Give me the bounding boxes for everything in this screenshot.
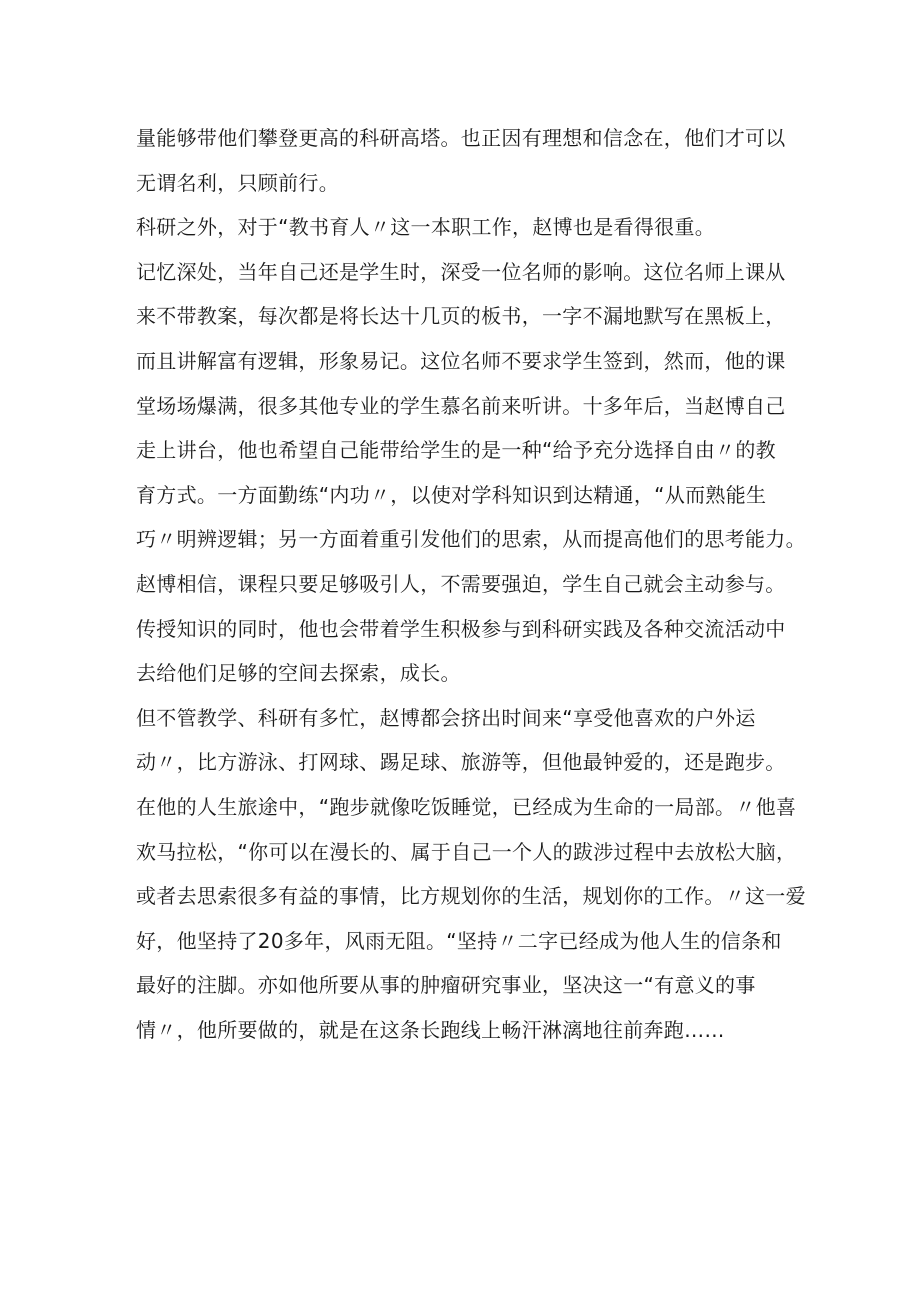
text-line: 巧〃明辨逻辑；另一方面着重引发他们的思索，从而提高他们的思考能力。: [136, 527, 806, 552]
text-line: 科研之外，对于“教书育人〃这一本职工作，赵博也是看得很重。: [136, 215, 716, 240]
text-line: 堂场场爆满，很多其他专业的学生慕名前来听讲。十多年后，当赵博自己: [136, 393, 786, 418]
text-line: 走上讲台，他也希望自己能带给学生的是一种“给予充分选择自由〃的教: [136, 438, 776, 463]
body-text: [136, 116, 806, 1052]
text-line: 赵博相信，课程只要足够吸引人，不需要强迫，学生自己就会主动参与。: [136, 571, 786, 596]
text-line: 或者去思索很多有益的事情，比方规划你的生活，规划你的工作。〃这一爱: [136, 884, 806, 909]
text-line: 好，他坚持了20多年，风雨无阻。“坚持〃二字已经成为他人生的信条和: [136, 928, 782, 953]
text-line: 记忆深处，当年自己还是学生时，深受一位名师的影响。这位名师上课从: [136, 259, 786, 284]
text-line: 而且讲解富有逻辑，形象易记。这位名师不要求学生签到，然而，他的课: [136, 348, 786, 373]
text-line: 育方式。一方面勤练“内功〃，以使对学科知识到达精通，“从而熟能生: [136, 482, 767, 507]
text-line: 但不管教学、科研有多忙，赵博都会挤出时间来“享受他喜欢的户外运: [136, 705, 756, 730]
text-line: 情〃，他所要做的，就是在这条长跑线上畅汗淋漓地往前奔跑……: [136, 1017, 725, 1042]
text-line: 动〃，比方游泳、打网球、踢足球、旅游等，但他最钟爱的，还是跑步。: [136, 750, 786, 775]
text-line: 欢马拉松，“你可以在漫长的、属于自己一个人的跋涉过程中去放松大脑，: [136, 839, 797, 864]
text-line: 在他的人生旅途中，“跑步就像吃饭睡觉，已经成为生命的一局部。〃他喜: [136, 794, 797, 819]
text-line: 去给他们足够的空间去探索，成长。: [136, 661, 461, 686]
text-line: 量能够带他们攀登更高的科研高塔。也正因有理想和信念在，他们才可以: [136, 126, 786, 150]
text-line: 最好的注脚。亦如他所要从事的肿瘤研究事业，坚决这一“有意义的事: [136, 973, 756, 998]
text-line: 来不带教案，每次都是将长达十几页的板书，一字不漏地默写在黑板上，: [136, 304, 786, 329]
text-line: 无谓名利，只顾前行。: [136, 170, 339, 195]
text-line: 传授知识的同时，他也会带着学生积极参与到科研实践及各种交流活动中: [136, 616, 786, 641]
